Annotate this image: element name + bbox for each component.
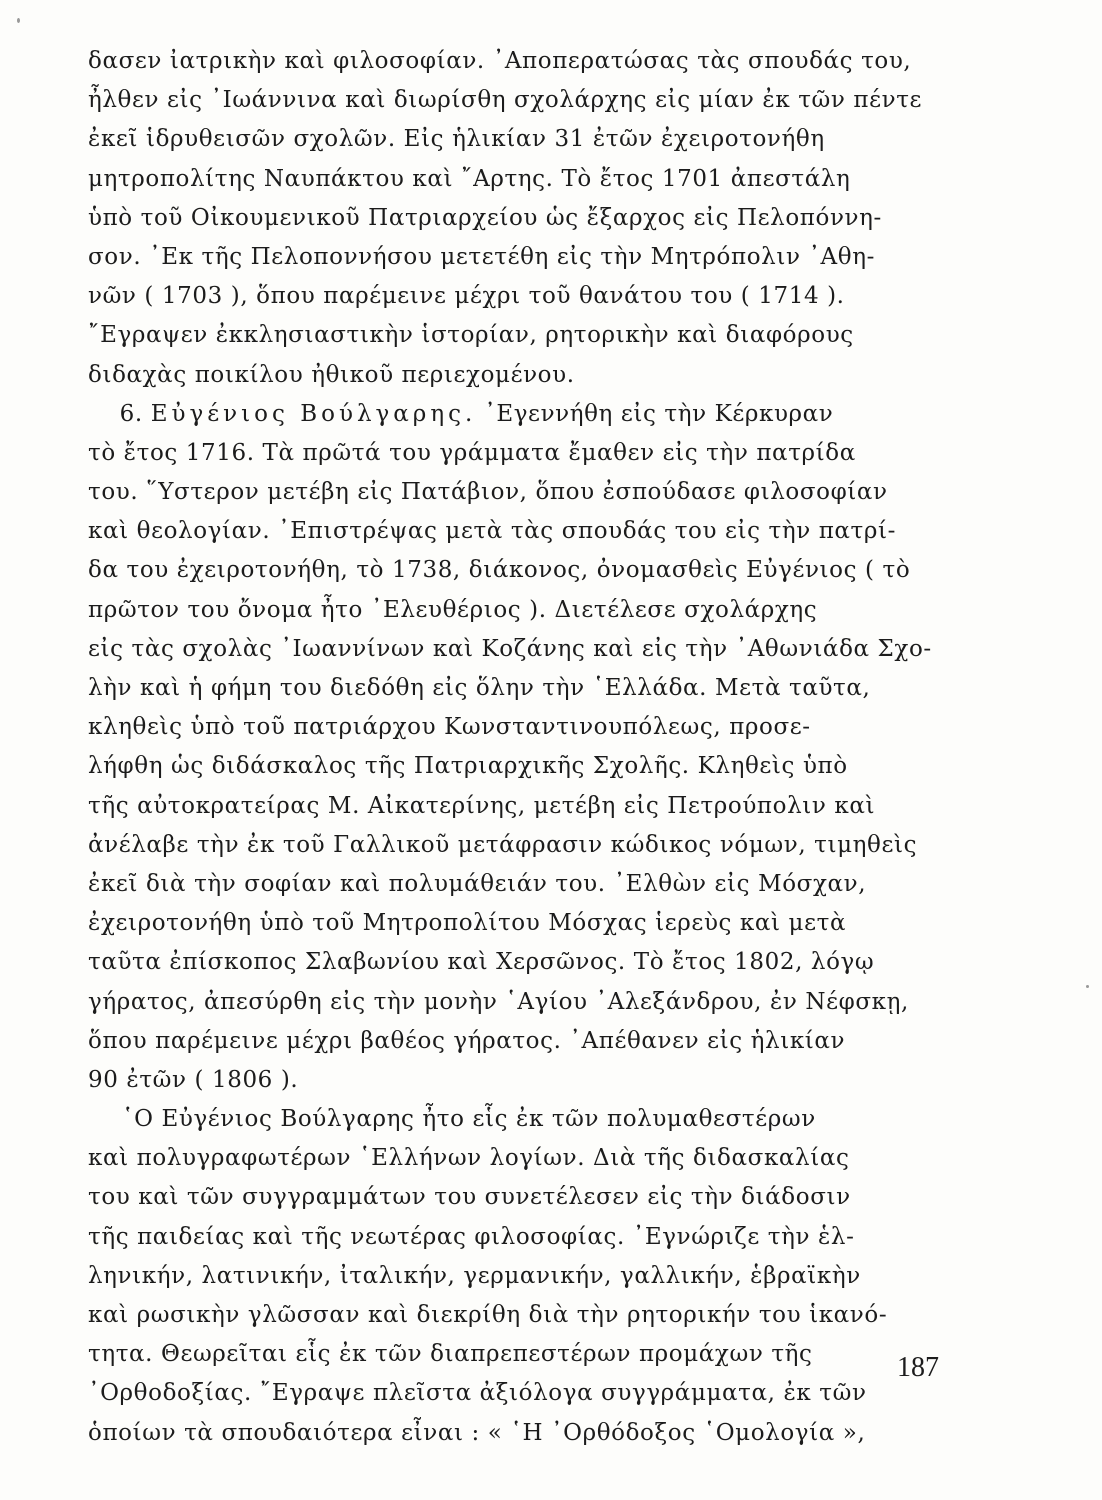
section-first-line: ᾿Εγεννήθη εἰς τὴν Κέρκυραν (484, 400, 834, 427)
text-line: δα του ἐχειροτονήθη, τὸ 1738, διάκονος, ὀνομασθεὶς Εὐγένιος ( τὸ (88, 557, 911, 584)
text-line: ῎Εγραψεν ἐκκλησιαστικὴν ἱστορίαν, ρητορικὴν καὶ διαφόρους (88, 322, 854, 349)
text-line: του. ῞Υστερον μετέβη εἰς Πατάβιον, ὅπου ἐσπούδασε φιλοσοφίαν (88, 479, 888, 506)
scan-speck (1086, 985, 1089, 988)
text-line: λήφθη ὡς διδάσκαλος τῆς Πατριαρχικῆς Σχολῆς. Κληθεὶς ὑπὸ (88, 753, 848, 780)
text-line: καὶ ρωσικὴν γλῶσσαν καὶ διεκρίθη διὰ τὴν ρητορικήν του ἱκανό- (88, 1302, 888, 1328)
text-line: μητροπολίτης Ναυπάκτου καὶ ῎Αρτης. Τὸ ἔτος 1701 ἀπεστάλη (88, 165, 851, 192)
text-line: ἐχειροτονήθη ὑπὸ τοῦ Μητροπολίτου Μόσχας ἱερεὺς καὶ μετὰ (88, 910, 847, 937)
section-name: Εὐγένιος Βούλγαρης. (150, 400, 477, 427)
text-line: ταῦτα ἐπίσκοπος Σλαβωνίου καὶ Χερσῶνος. Τὸ ἔτος 1802, λόγῳ (88, 949, 875, 976)
text-line: τητα. Θεωρεῖται εἷς ἐκ τῶν διαπρεπεστέρων προμάχων τῆς (88, 1341, 813, 1368)
text-line: 90 ἐτῶν ( 1806 ). (88, 1066, 299, 1093)
text-line: του καὶ τῶν συγγραμμάτων του συνετέλεσεν εἰς τὴν διάδοσιν (88, 1184, 851, 1211)
text-line: δασεν ἰατρικὴν καὶ φιλοσοφίαν. ᾿Αποπερατώσας τὰς σπουδάς του, (88, 48, 912, 74)
text-line: ληνικήν, λατινικήν, ἰταλικήν, γερμανικήν, γαλλικήν, ἑβραϊκὴν (88, 1262, 861, 1289)
text-line: ἐκεῖ διὰ τὴν σοφίαν καὶ πολυμάθειάν του. ᾿Ελθὼν εἰς Μόσχαν, (88, 870, 867, 897)
text-line: ἀνέλαβε τὴν ἐκ τοῦ Γαλλικοῦ μετάφρασιν κώδικος νόμων, τιμηθεὶς (88, 831, 918, 858)
section-number: 6. (119, 400, 143, 427)
text-line: τὸ ἔτος 1716. Τὰ πρῶτά του γράμματα ἔμαθεν εἰς τὴν πατρίδα (88, 439, 856, 466)
scan-speck (17, 18, 20, 23)
text-line: σον. ᾿Εκ τῆς Πελοποννήσου μετετέθη εἰς τὴν Μητρόπολιν ᾿Αθη- (88, 243, 875, 270)
text-line: νῶν ( 1703 ), ὅπου παρέμεινε μέχρι τοῦ θανάτου του ( 1714 ). (88, 283, 845, 310)
body-text (88, 42, 948, 1453)
text-line: τῆς παιδείας καὶ τῆς νεωτέρας φιλοσοφίας. ᾿Εγνώριζε τὴν ἑλ- (88, 1223, 855, 1250)
text-line: ἐκεῖ ἱδρυθεισῶν σχολῶν. Εἰς ἡλικίαν 31 ἐτῶν ἐχειροτονήθη (88, 126, 825, 153)
page-number: 187 (897, 1352, 939, 1383)
text-line: καὶ πολυγραφωτέρων ῾Ελλήνων λογίων. Διὰ τῆς διδασκαλίας (88, 1145, 850, 1172)
text-line: ὅπου παρέμεινε μέχρι βαθέος γήρατος. ᾿Απέθανεν εἰς ἡλικίαν (88, 1027, 846, 1054)
text-line: λὴν καὶ ἡ φήμη του διεδόθη εἰς ὅλην τὴν ῾Ελλάδα. Μετὰ ταῦτα, (88, 675, 871, 701)
paragraph-start: ῾Ο Εὐγένιος Βούλγαρης ἦτο εἷς ἐκ τῶν πολυμαθεστέρων (122, 1106, 816, 1133)
section-heading-line (88, 395, 948, 434)
text-line: διδαχὰς ποικίλου ἠθικοῦ περιεχομένου. (88, 361, 575, 388)
text-line: ὑπὸ τοῦ Οἰκουμενικοῦ Πατριαρχείου ὡς ἔξαρχος εἰς Πελοπόννη- (88, 204, 882, 231)
text-line: κληθεὶς ὑπὸ τοῦ πατριάρχου Κωνσταντινουπόλεως, προσε- (88, 714, 811, 741)
text-line: τῆς αὐτοκρατείρας Μ. Αἰκατερίνης, μετέβη εἰς Πετρούπολιν καὶ (88, 792, 876, 819)
text-line: γήρατος, ἀπεσύρθη εἰς τὴν μονὴν ῾Αγίου ᾿Αλεξάνδρου, ἐν Νέφσκῃ, (88, 988, 909, 1015)
text-line: καὶ θεολογίαν. ᾿Επιστρέψας μετὰ τὰς σπουδάς του εἰς τὴν πατρί- (88, 518, 896, 545)
text-line: ὁποίων τὰ σπουδαιότερα εἶναι : « ῾Η ᾿Ορθόδοξος ῾Ομολογία », (88, 1419, 866, 1446)
text-line: εἰς τὰς σχολὰς ᾿Ιωαννίνων καὶ Κοζάνης καὶ εἰς τὴν ᾿Αθωνιάδα Σχο- (88, 635, 932, 662)
text-line: ᾿Ορθοδοξίας. ῎Εγραψε πλεῖστα ἀξιόλογα συγγράμματα, ἐκ τῶν (88, 1380, 867, 1407)
text-line: πρῶτον του ὄνομα ἦτο ᾿Ελευθέριος ). Διετέλεσε σχολάρχης (88, 596, 818, 623)
text-line: ἦλθεν εἰς ᾿Ιωάννινα καὶ διωρίσθη σχολάρχης εἰς μίαν ἐκ τῶν πέντε (88, 87, 923, 114)
